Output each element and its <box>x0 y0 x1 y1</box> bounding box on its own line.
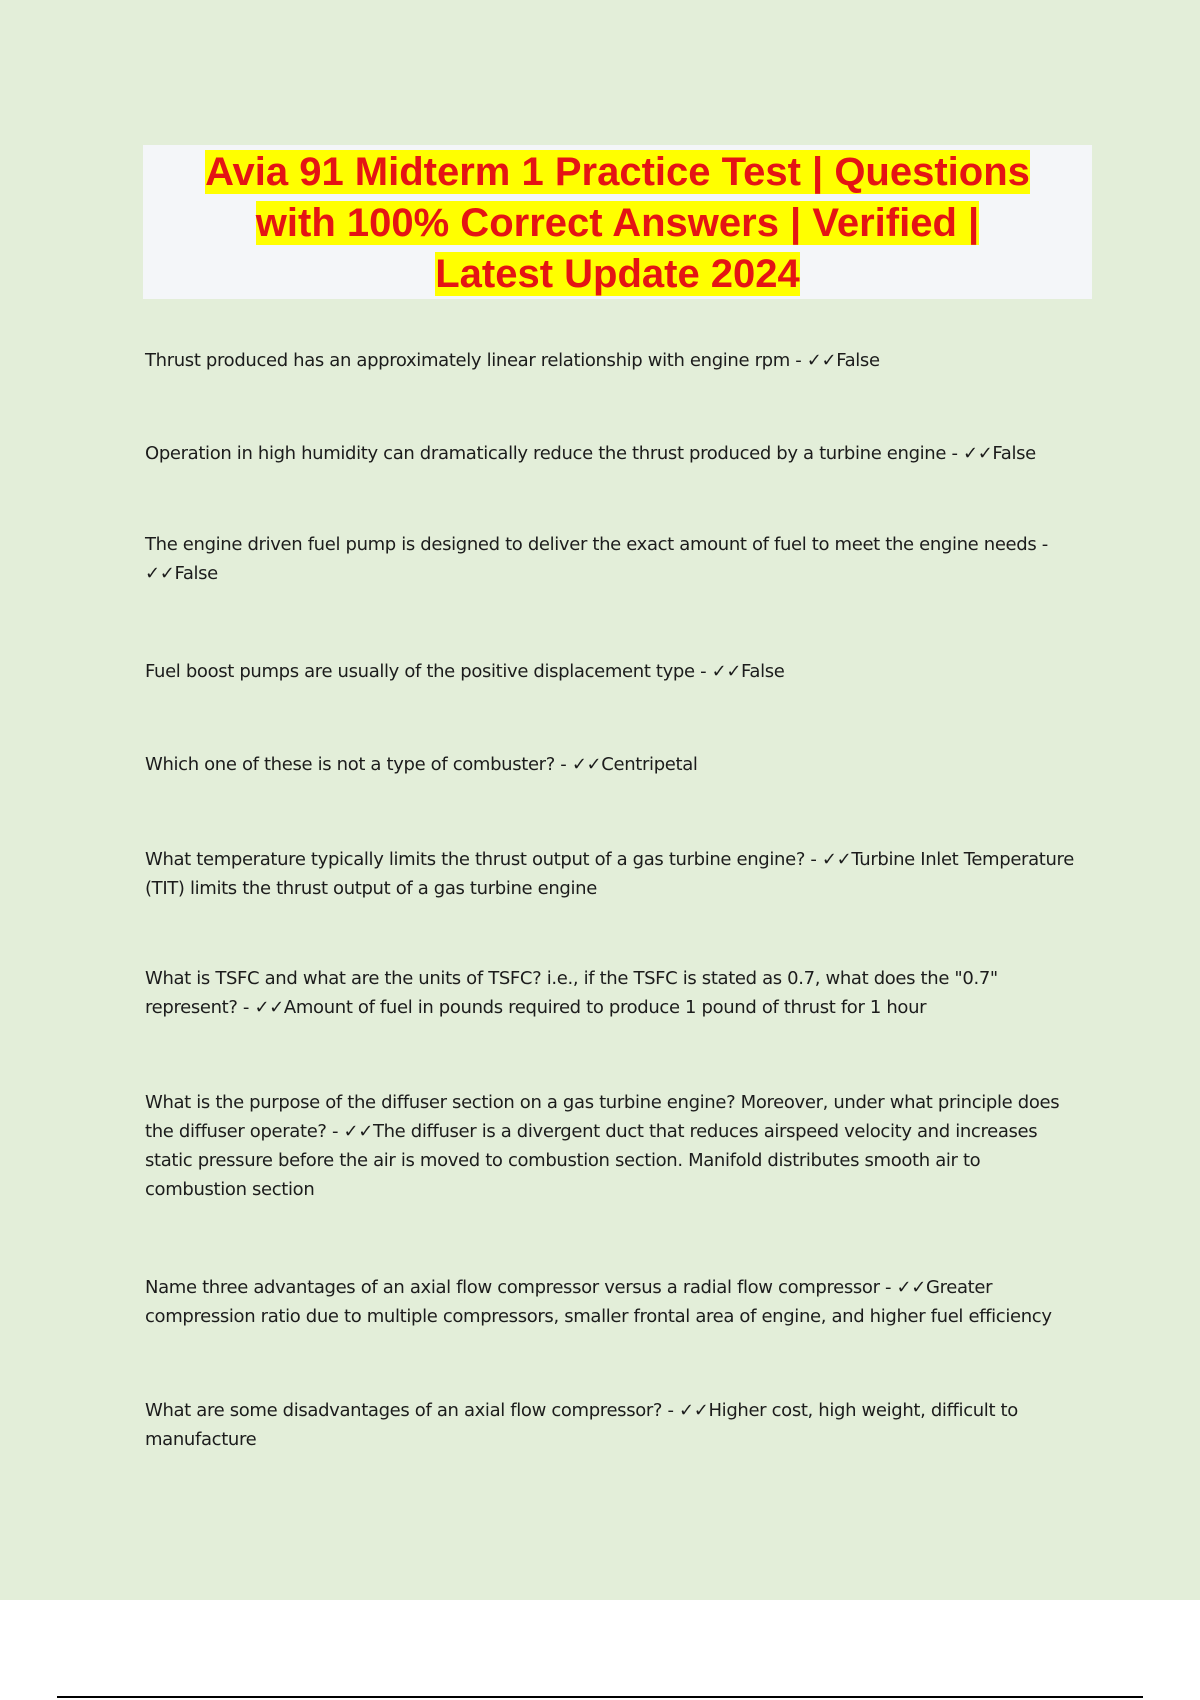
qa-item-1: Thrust produced has an approximately linear relationship with engine rpm - ✓✓False <box>145 350 880 371</box>
qa-item-6: What temperature typically limits the thrust output of a gas turbine engine? - ✓✓Turbine Inlet Temperature (TIT) limits the thrust output of a gas turbine engine <box>145 849 1074 899</box>
document-title <box>143 145 1092 300</box>
qa-item-3: The engine driven fuel pump is designed to deliver the exact amount of fuel to meet the engine needs - ✓✓False <box>145 534 1048 584</box>
qa-item-8: What is the purpose of the diffuser section on a gas turbine engine? Moreover, under what principle does the diffuser operate? - ✓✓The diffuser is a divergent duct that reduces airspeed velocity and increases static pressure before the air is moved to combustion section. Manifold distributes smooth air to combustion section <box>145 1092 1060 1200</box>
qa-item-7: What is TSFC and what are the units of TSFC? i.e., if the TSFC is stated as 0.7, what does the "0.7" represent? - ✓✓Amount of fuel in pounds required to produce 1 pound of thrust for 1 hour <box>145 968 998 1018</box>
title-line-1: Avia 91 Midterm 1 Practice Test | Questions <box>205 150 1030 194</box>
qa-item-9: Name three advantages of an axial flow compressor versus a radial flow compressor - ✓✓Greater compression ratio due to multiple compressors, smaller frontal area of engine, and higher fuel efficiency <box>145 1277 1052 1327</box>
title-line-3: Latest Update 2024 <box>435 252 800 296</box>
title-box <box>143 145 1092 299</box>
qa-item-2: Operation in high humidity can dramatically reduce the thrust produced by a turbine engine - ✓✓False <box>145 443 1036 464</box>
qa-item-10: What are some disadvantages of an axial flow compressor? - ✓✓Higher cost, high weight, difficult to manufacture <box>145 1400 1018 1450</box>
footer-rule <box>57 1696 1143 1698</box>
title-line-2: with 100% Correct Answers | Verified | <box>255 201 980 245</box>
qa-item-4: Fuel boost pumps are usually of the positive displacement type - ✓✓False <box>145 661 785 682</box>
qa-item-5: Which one of these is not a type of combuster? - ✓✓Centripetal <box>145 754 698 775</box>
